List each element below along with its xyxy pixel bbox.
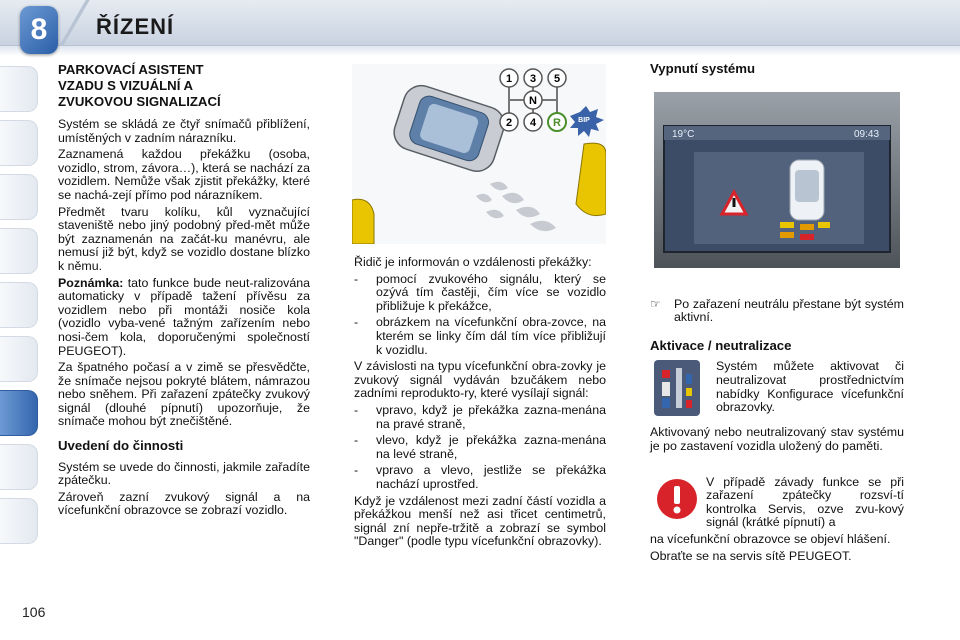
chapter-tab-active[interactable] [0, 390, 38, 436]
list-item: - pomocí zvukového signálu, který se ozývá tím častěji, čím více se vozidlo přibližuje k překážce, [354, 271, 606, 313]
chapter-tab-1[interactable] [0, 66, 38, 112]
section-heading-activation: Uvedení do činnosti [58, 438, 184, 454]
paragraph-obstacles: Zaznamená každou překážku (osoba, vozidlo, strom, závora…), která se nachází za vozidlem. Nemůže však zjistit překážky, které se nachá-zejí přímo pod nárazníkem. [58, 147, 310, 202]
bullet-neutral: ☞ Po zařazení neutrálu přestane být systém aktivní. [650, 296, 904, 325]
paragraph-driver-info: Řidič je informován o vzdálenosti překážky: [354, 255, 592, 269]
paragraph-signal: Zároveň zazní zvukový signál a na vícefunkční obrazovce se zobrazí vozidlo. [58, 489, 310, 518]
paragraph-activation: Systém se uvede do činnosti, jakmile zařadíte zpátečku. [58, 459, 310, 488]
gear-label-3: 3 [529, 73, 537, 85]
parking-illustration [352, 64, 606, 244]
gear-label-2: 2 [505, 117, 513, 129]
paragraph-fault-cont: na vícefunkční obrazovce se objeví hlášení. [650, 531, 891, 546]
list-item: - obrázkem na vícefunkční obra-zovce, na kterém se linky čím dál tím více přibližují k vozidlu. [354, 315, 606, 357]
paragraph-note [58, 277, 310, 359]
configuration-menu-icon [654, 360, 700, 416]
page-number: 106 [22, 604, 46, 620]
section-heading-parking-assist [58, 62, 310, 110]
display-time: 09:43 [854, 129, 880, 140]
chapter-tab-3[interactable] [0, 174, 38, 220]
gear-label-1: 1 [505, 73, 513, 85]
chapter-tab-4[interactable] [0, 228, 38, 274]
chapter-tab-8[interactable] [0, 444, 38, 490]
column-right [650, 62, 904, 566]
paragraph-memory: Aktivovaný nebo neutralizovaný stav systému je po zastavení vozidla uložený do paměti. [650, 425, 904, 453]
heading-line-3: ZVUKOVOU SIGNALIZACÍ [58, 94, 221, 109]
warning-block [650, 476, 904, 564]
paragraph-weather: Za špatného počasí a v zimě se přesvědčte, že snímače nejsou pokryté blátem, námrazou nebo sněhem. Při zařazení zpátečky zvukový signál (dlouhé pípnutí) upozorňuje, že snímače mohou být znečištěné. [58, 360, 310, 429]
chapter-title: ŘÍZENÍ [96, 14, 175, 39]
pointing-hand-icon: ☞ [650, 296, 661, 311]
heading-line-2: VZADU S VIZUÁLNÍ A [58, 78, 194, 93]
activate-block [650, 360, 904, 426]
paragraph-configuration: Systém můžete aktivovat či neutralizovat prostřednictvím nabídky Konfigurace vícefunkční obrazovky. [716, 359, 904, 415]
chapter-badge: 8 [20, 6, 58, 54]
header-fade [0, 46, 960, 56]
gear-label-r: R [553, 117, 561, 129]
note-label: Poznámka: [58, 275, 124, 290]
chapter-tab-5[interactable] [0, 282, 38, 328]
paragraph-danger: Když je vzdálenost mezi zadní částí vozidla a překážkou menší než asi třicet centimetrů, signál zní nepře-tržitě a zobrazí se symbol "Danger" (podle typu vícefunkční obrazovky). [354, 493, 606, 549]
note-text: tato funkce bude neut-ralizována automaticky v případě tažení přívěsu za vozidlem nebo při montáži nosiče kola (vozidlo vyba-vené tažným zařízením nebo nosi-čem kola, doporučenými společností PEUGEOT). [58, 275, 310, 358]
heading-line-1: PARKOVACÍ ASISTENT [58, 62, 204, 77]
gear-label-n: N [529, 95, 537, 107]
list-item: - vlevo, když je překážka zazna-menána na levé straně, [354, 433, 606, 461]
section-heading-activate-neutralize: Aktivace / neutralizace [650, 337, 792, 353]
paragraph-stake-objects: Předmět tvaru kolíku, kůl vyznačující staveniště nebo jiný podobný před-mět může být zaznamenán na začát-ku manévru, ale nemusí již být, když se vozidlo dostane blízko k němu. [58, 204, 310, 273]
gear-diagram-icon [500, 69, 566, 131]
list-item: - vpravo a vlevo, jestliže se překážka nachází uprostřed. [354, 463, 606, 491]
chapter-tab-6[interactable] [0, 336, 38, 382]
chapter-tab-2[interactable] [0, 120, 38, 166]
chapter-tab-9[interactable] [0, 498, 38, 544]
paragraph-service: Obraťte se na servis sítě PEUGEOT. [650, 548, 852, 563]
paragraph-sensors: Systém se skládá ze čtyř snímačů přiblížení, umístěných v zadním nárazníku. [58, 117, 310, 145]
header-divider [60, 0, 90, 46]
beep-badge-label: BIP [578, 117, 590, 124]
paragraph-speakers: V závislosti na typu vícefunkční obra-zovky je zvukový signál vydáván bzučákem nebo zadními reprodukto-ry, které vysílají signál: [354, 359, 606, 401]
list-item: - vpravo, když je překážka zazna-menána na pravé straně, [354, 402, 606, 431]
gear-label-5: 5 [553, 73, 561, 85]
paragraph-fault: V případě závady funkce se při zařazení zpátečky rozsví-tí kontrolka Servis, ozve zvu-kový signál (krátké pípnutí) a [706, 474, 904, 530]
chapter-tabs [0, 66, 40, 552]
warning-icon [656, 478, 698, 520]
gear-label-4: 4 [529, 117, 537, 129]
display-temp: 19°C [672, 129, 695, 140]
section-heading-deactivation: Vypnutí systému [650, 61, 756, 76]
column-middle [354, 256, 606, 552]
column-left [58, 62, 310, 521]
